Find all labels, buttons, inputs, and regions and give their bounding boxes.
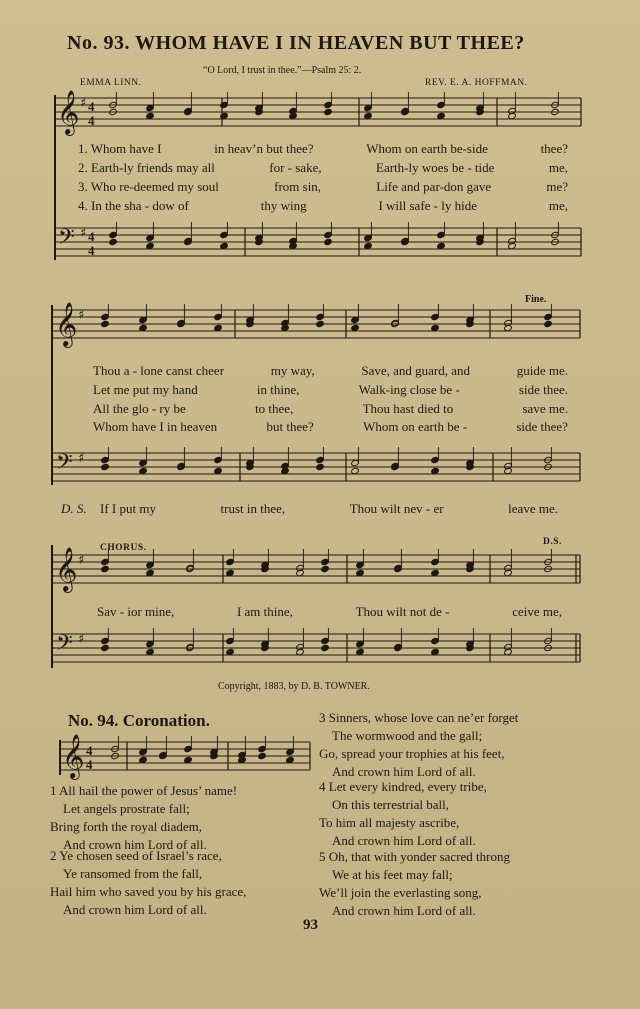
key-sharp: ♯ [80, 96, 87, 111]
staff-treble-1 [55, 98, 581, 126]
lyric-line: Whom have I in heaven but thee? Whom on earth be - side thee? [93, 419, 568, 434]
staff-coronation [60, 742, 310, 770]
verse-4: 4 Let every kindred, every tribe, On this terrestrial ball, To him all majesty ascribe, And crown him Lord of all. [319, 779, 487, 848]
lyric-line: Let me put my hand in thine, Walk-ing close be - side thee. [93, 382, 568, 397]
key-sharp: ♯ [78, 308, 85, 323]
ds-label: D. S. [61, 501, 87, 516]
lyric-line: Thou a - lone canst cheer my way, Save, and guard, and guide me. [93, 363, 568, 378]
author: REV. E. A. HOFFMAN. [425, 78, 528, 88]
composer: EMMA LINN. [80, 78, 142, 88]
notes-treble-1 [109, 92, 560, 120]
copyright: Copyright, 1883, by D. B. TOWNER. [218, 681, 370, 692]
lyric-line: 1. Whom have I in heav’n but thee? Whom on earth be-side thee? [78, 141, 568, 156]
lyric-line: All the glo - ry be to thee, Thou hast died to save me. [93, 401, 568, 416]
lyric-line: 2. Earth-ly friends may all for - sake, Earth-ly woes be - tide me, [78, 160, 568, 175]
hymn-93-title: No. 93. WHOM HAVE I IN HEAVEN BUT THEE? [67, 32, 525, 54]
bass-clef-icon: 𝄢 [56, 631, 73, 661]
staff-bass-1 [55, 228, 581, 256]
page-number: 93 [303, 917, 318, 933]
treble-clef-icon: 𝄞 [57, 90, 80, 134]
time-signature: 4 [86, 757, 93, 772]
chorus-label: CHORUS. [100, 543, 147, 553]
verse-5: 5 Oh, that with yonder sacred throng We at his feet may fall; We’ll join the everlasting song, And crown him Lord of all. [319, 849, 510, 918]
key-sharp: ♯ [80, 226, 87, 241]
key-sharp: ♯ [78, 632, 85, 647]
ds-mark: D.S. [543, 537, 562, 547]
verse-2: 2 Ye chosen seed of Israel’s race, Ye ransomed from the fall, Hail him who saved you by his grace, And crown him Lord of all. [50, 848, 247, 917]
staff-bass-3 [52, 634, 580, 662]
bass-clef-icon: 𝄢 [58, 225, 75, 255]
notes-treble-2 [101, 304, 553, 332]
hymn-94-title: Coronation. [122, 711, 210, 730]
notes-coronation [111, 736, 295, 764]
lyric-line: 4. In the sha - dow of thy wing I will safe - ly hide me, [78, 198, 568, 213]
time-signature: 4 [86, 743, 93, 758]
treble-clef-icon: 𝄞 [55, 547, 78, 591]
verse-3: 3 Sinners, whose love can ne’er forget The wormwood and the gall; Go, spread your trophies at his feet, And crown him Lord of all. [319, 710, 519, 779]
time-signature: 4 [88, 243, 95, 258]
notes-bass-2 [101, 447, 553, 475]
epigraph: “O Lord, I trust in thee.”—Psalm 25: 2. [203, 65, 362, 76]
time-signature: 4 [88, 99, 95, 114]
notes-treble-3 [101, 549, 553, 577]
key-sharp: ♯ [78, 553, 85, 568]
fine-label: Fine. [525, 294, 547, 305]
treble-clef-icon: 𝄞 [55, 302, 78, 346]
time-signature: 4 [88, 229, 95, 244]
notes-bass-3 [101, 628, 553, 656]
bass-clef-icon: 𝄢 [56, 450, 73, 480]
time-signature: 4 [88, 113, 95, 128]
lyric-line: 3. Who re-deemed my soul from sin, Life and par-don gave me? [78, 179, 568, 194]
verse-1: 1 All hail the power of Jesus’ name! Let angels prostrate fall; Bring forth the royal diadem, And crown him Lord of all. [50, 783, 238, 852]
hymn-94-number: No. 94. Coronation. [68, 711, 210, 730]
key-sharp: ♯ [78, 451, 85, 466]
notes-bass-1 [109, 222, 560, 250]
staff-treble-3 [52, 555, 580, 583]
treble-clef-icon: 𝄞 [62, 734, 85, 778]
ds-lyric-line: If I put my trust in thee, Thou wilt nev - er leave me. [100, 501, 558, 516]
chorus-lyric-line: Sav - ior mine, I am thine, Thou wilt not de - ceive me, [97, 604, 562, 619]
